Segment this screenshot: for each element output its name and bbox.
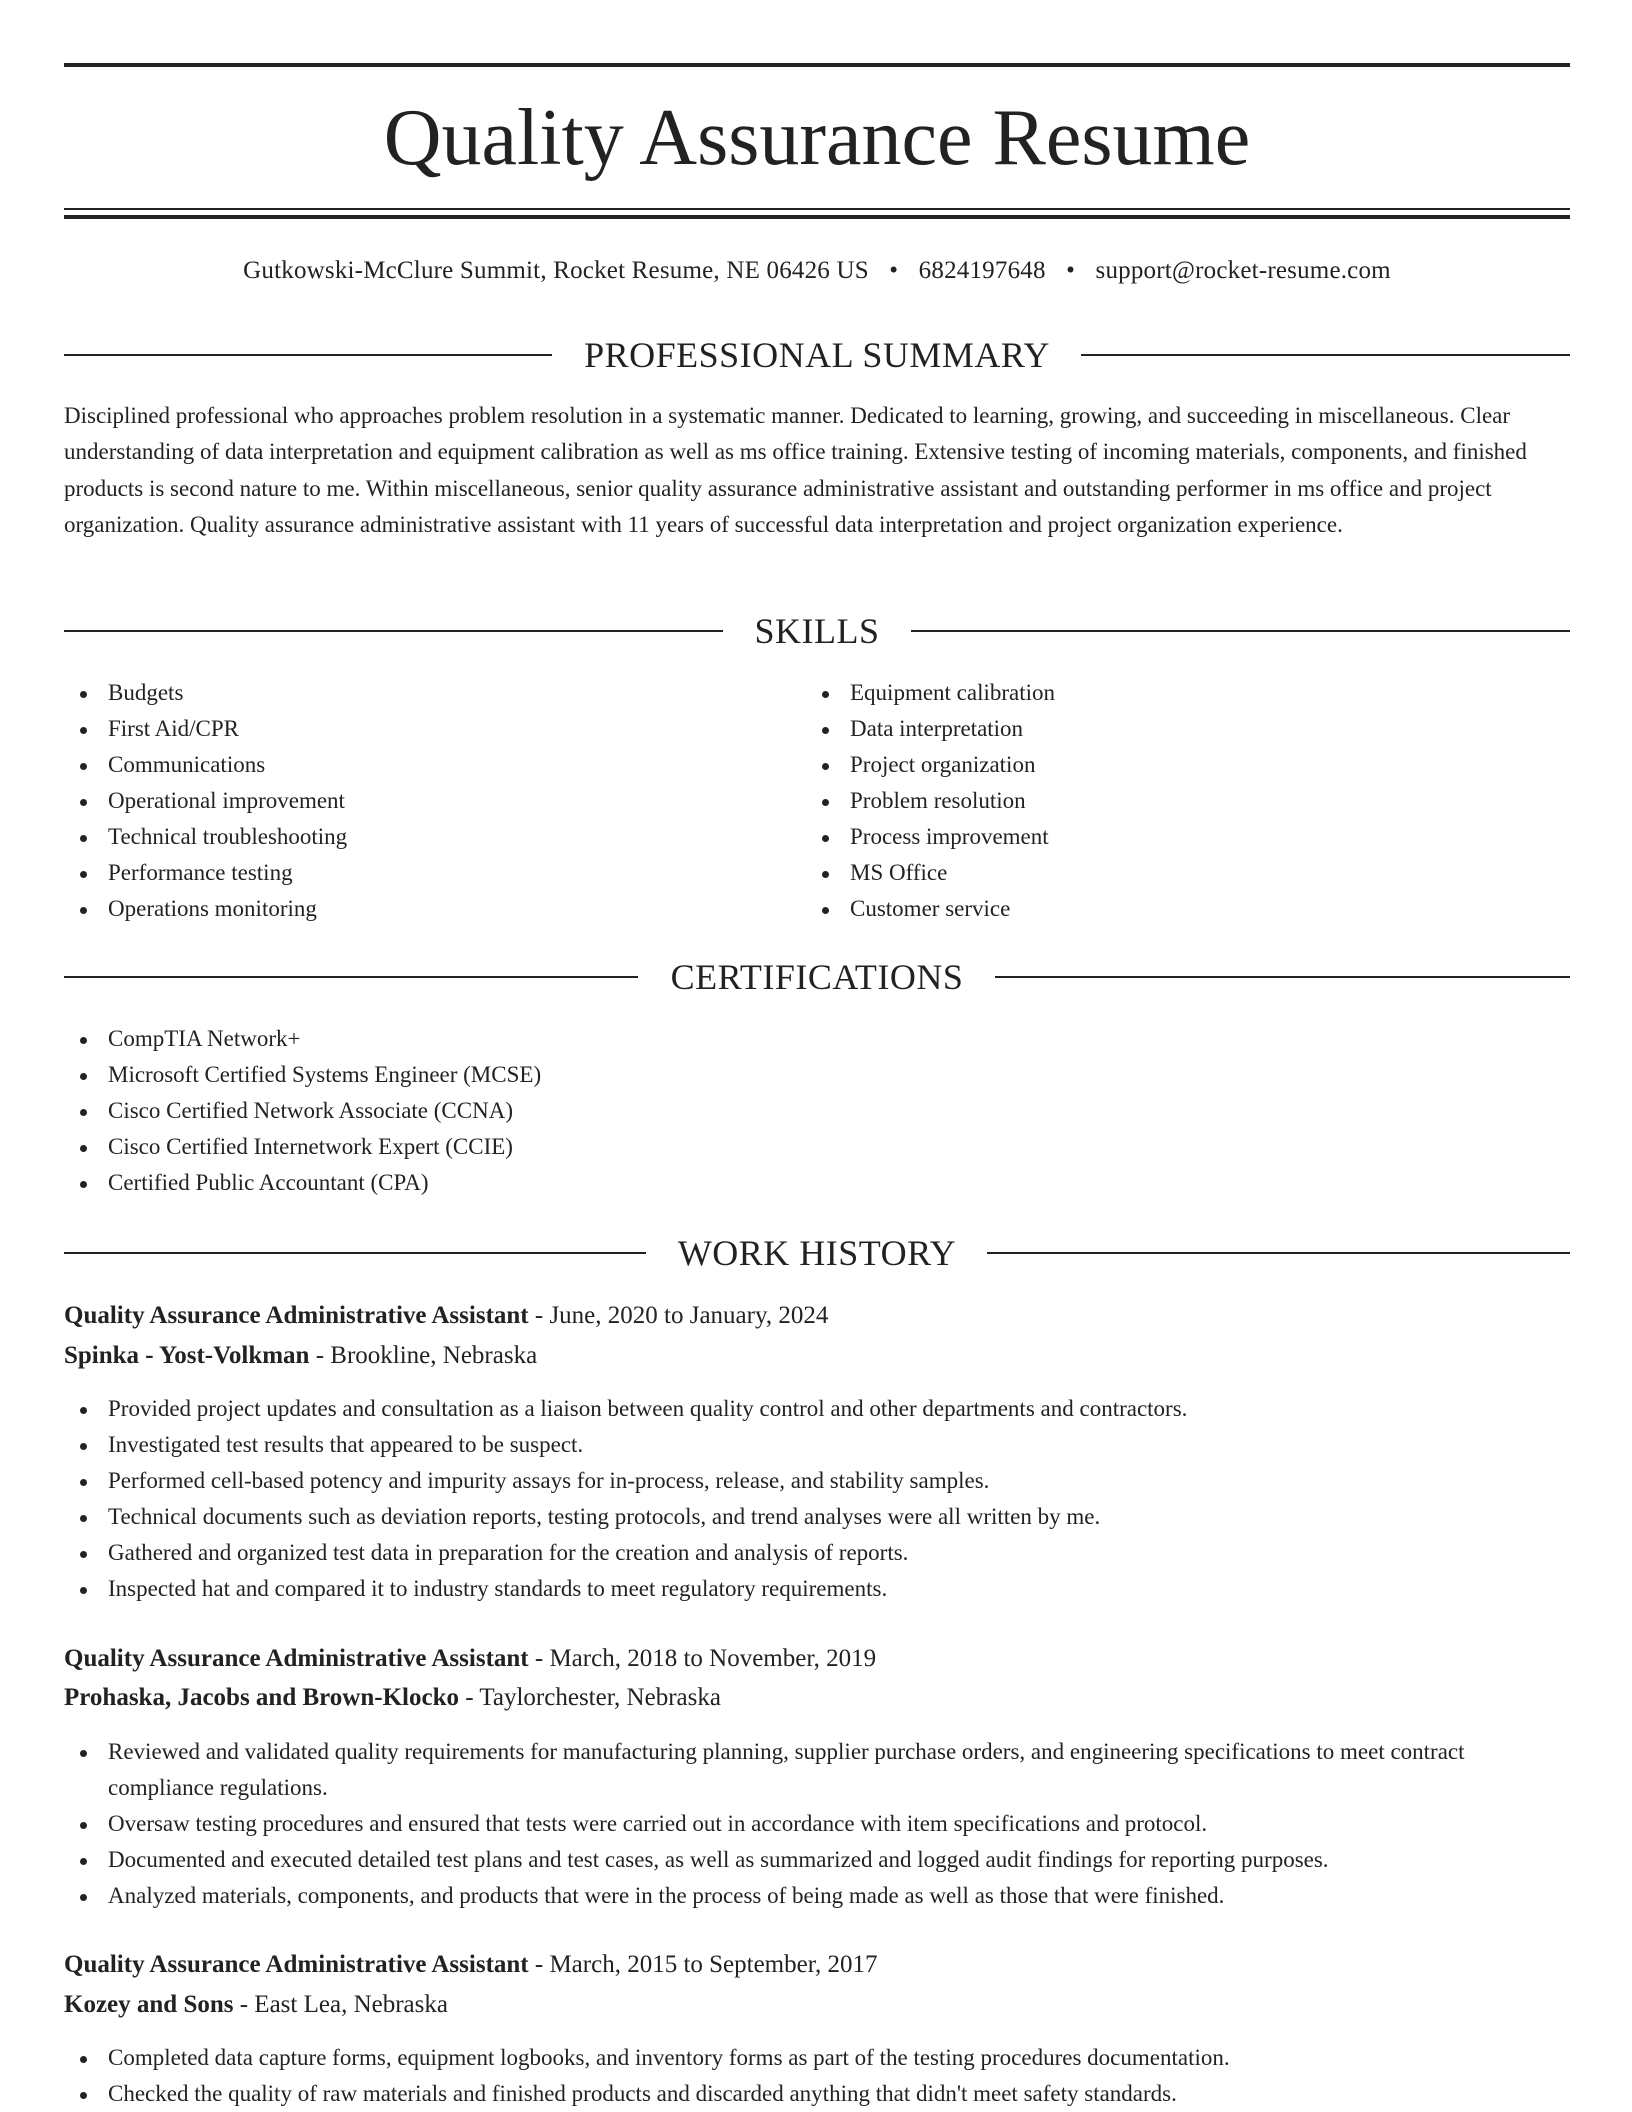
title-rule-thin (64, 208, 1570, 210)
job-company-line (64, 1987, 1570, 2023)
certification-item: Microsoft Certified Systems Engineer (MCSE) (64, 1057, 1464, 1093)
job-location: - East Lea, Nebraska (233, 1991, 448, 2018)
contact-separator: • (1066, 257, 1076, 284)
job-title: Quality Assurance Administrative Assistant (64, 1302, 529, 1329)
job-title: Quality Assurance Administrative Assistant (64, 1951, 529, 1978)
contact-address: Gutkowski-McClure Summit, Rocket Resume, NE 06426 US (243, 257, 869, 284)
contact-line (64, 253, 1570, 289)
skills-list-right (806, 675, 1546, 927)
section-rule-right (995, 976, 1570, 978)
work-section-header (64, 1230, 1570, 1276)
skill-item: Operational improvement (64, 783, 804, 819)
contact-phone: 6824197648 (918, 257, 1046, 284)
certifications-section-header (64, 954, 1570, 1000)
job-location: - Taylorchester, Nebraska (458, 1684, 721, 1711)
job-company: Spinka - Yost-Volkman (64, 1342, 310, 1369)
skill-item: Communications (64, 747, 804, 783)
job-bullet: Provided project updates and consultation as a liaison between quality control and other departments and contractors. (64, 1391, 1570, 1427)
work-heading: WORK HISTORY (677, 1233, 957, 1273)
skill-item: Project organization (806, 747, 1546, 783)
skill-item: Data interpretation (806, 711, 1546, 747)
skills-list-left (64, 675, 804, 927)
certification-item: Certified Public Accountant (CPA) (64, 1165, 1464, 1201)
job-dates: - June, 2020 to January, 2024 (528, 1302, 829, 1329)
job-dates: - March, 2015 to September, 2017 (528, 1951, 878, 1978)
job-company: Kozey and Sons (64, 1991, 234, 2018)
job-bullet: Technical documents such as deviation reports, testing protocols, and trend analyses were all written by me. (64, 1499, 1570, 1535)
skills-heading: SKILLS (754, 611, 880, 651)
job-company: Prohaska, Jacobs and Brown-Klocko (64, 1684, 459, 1711)
job-bullets (64, 2040, 1570, 2112)
job-title-line (64, 1947, 1570, 1983)
certifications-heading: CERTIFICATIONS (670, 957, 964, 997)
certifications-list (64, 1021, 1464, 1201)
skill-item: Technical troubleshooting (64, 819, 804, 855)
contact-separator: • (889, 257, 899, 284)
summary-text: Disciplined professional who approaches problem resolution in a systematic manner. Dedicated to learning, growing, and succeeding in miscellaneous. Clear understanding of data interpretation and equipment calibration as well as ms office training. Extensive testing of incoming materials, components, and finished products is second nature to me. Within miscellaneous, senior quality assurance administrative assistant and outstanding performer in ms office and project organization. Quality assurance administrative assistant with 11 years of successful data interpretation and project organization experience. (64, 403, 1527, 537)
skills-section-header (64, 608, 1570, 654)
section-rule-right (987, 1252, 1570, 1254)
job-company-line (64, 1680, 1570, 1716)
skill-item: Customer service (806, 891, 1546, 927)
job-title-line (64, 1298, 1570, 1334)
summary-heading: PROFESSIONAL SUMMARY (584, 335, 1050, 375)
job-bullet: Investigated test results that appeared to be suspect. (64, 1427, 1570, 1463)
skill-item: Budgets (64, 675, 804, 711)
job-location: - Brookline, Nebraska (309, 1342, 538, 1369)
contact-email: support@rocket-resume.com (1095, 257, 1391, 284)
job-bullet: Checked the quality of raw materials and finished products and discarded anything that didn't meet safety standards. (64, 2076, 1570, 2112)
section-rule-right (1081, 354, 1570, 356)
section-rule-right (911, 630, 1570, 632)
skill-item: Problem resolution (806, 783, 1546, 819)
job-dates: - March, 2018 to November, 2019 (528, 1645, 877, 1672)
job-bullet: Documented and executed detailed test plans and test cases, as well as summarized and logged audit findings for reporting purposes. (64, 1842, 1570, 1878)
job-bullet: Gathered and organized test data in preparation for the creation and analysis of reports. (64, 1535, 1570, 1571)
job-bullet: Analyzed materials, components, and products that were in the process of being made as well as those that were finished. (64, 1878, 1570, 1914)
skill-item: MS Office (806, 855, 1546, 891)
job-bullets (64, 1734, 1570, 1914)
skill-item: Operations monitoring (64, 891, 804, 927)
job-bullet: Performed cell-based potency and impurity assays for in-process, release, and stability samples. (64, 1463, 1570, 1499)
skill-item: First Aid/CPR (64, 711, 804, 747)
certification-item: Cisco Certified Network Associate (CCNA) (64, 1093, 1464, 1129)
top-rule (64, 63, 1570, 67)
skill-item: Process improvement (806, 819, 1546, 855)
certification-item: Cisco Certified Internetwork Expert (CCIE) (64, 1129, 1464, 1165)
job-bullet: Oversaw testing procedures and ensured that tests were carried out in accordance with item specifications and protocol. (64, 1806, 1570, 1842)
job-title: Quality Assurance Administrative Assistant (64, 1645, 529, 1672)
resume-title: Quality Assurance Resume (383, 94, 1251, 182)
certification-item: CompTIA Network+ (64, 1021, 1464, 1057)
job-bullet: Reviewed and validated quality requirements for manufacturing planning, supplier purchase orders, and engineering specifications to meet contract compliance regulations. (64, 1734, 1570, 1806)
skill-item: Equipment calibration (806, 675, 1546, 711)
title-rule-thick (64, 215, 1570, 219)
job-bullets (64, 1391, 1570, 1607)
job-bullet: Inspected hat and compared it to industry standards to meet regulatory requirements. (64, 1571, 1570, 1607)
summary-section-header (64, 332, 1570, 378)
skill-item: Performance testing (64, 855, 804, 891)
job-bullet: Completed data capture forms, equipment logbooks, and inventory forms as part of the testing procedures documentation. (64, 2040, 1570, 2076)
job-company-line (64, 1338, 1570, 1374)
job-title-line (64, 1641, 1570, 1677)
